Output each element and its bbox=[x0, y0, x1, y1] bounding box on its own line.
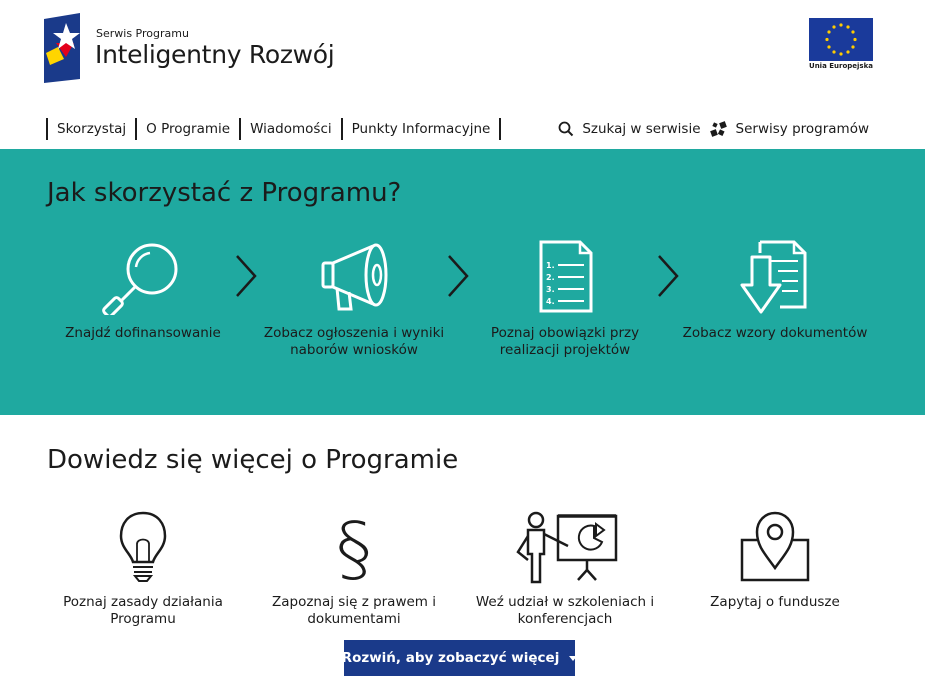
lightbulb-icon bbox=[103, 510, 183, 584]
item-label: Zapytaj o fundusze bbox=[710, 594, 840, 610]
program-services-label: Serwisy programów bbox=[735, 121, 869, 137]
step-find-funding[interactable] bbox=[43, 239, 243, 342]
map-pin-icon bbox=[735, 510, 815, 584]
learn-more-title: Dowiedz się więcej o Programie bbox=[47, 445, 459, 475]
item-label: Zapoznaj się z prawem i dokumentami bbox=[272, 594, 436, 627]
step-project-obligations[interactable] bbox=[465, 239, 665, 359]
item-ask-about-funds[interactable] bbox=[675, 510, 875, 611]
item-law-documents[interactable] bbox=[254, 510, 454, 628]
step-label: Zobacz ogłoszenia i wyniki naborów wniosków bbox=[263, 325, 445, 358]
eu-label: Unia Europejska bbox=[809, 62, 873, 70]
step-label: Zobacz wzory dokumentów bbox=[682, 325, 868, 341]
program-logo-icon bbox=[44, 13, 84, 83]
document-download-icon bbox=[730, 239, 820, 315]
step-label: Poznaj obowiązki przy realizacji projektów bbox=[490, 325, 640, 358]
nav-item-skorzystaj[interactable]: Skorzystaj bbox=[46, 118, 135, 140]
step-document-templates[interactable] bbox=[675, 239, 875, 342]
search-icon bbox=[558, 121, 574, 137]
puzzle-icon bbox=[710, 121, 728, 137]
main-nav bbox=[46, 118, 501, 140]
search-label: Szukaj w serwisie bbox=[582, 121, 701, 137]
logo-subtitle: Serwis Programu bbox=[96, 27, 189, 40]
step-label: Znajdź dofinansowanie bbox=[65, 325, 221, 341]
magnifier-icon bbox=[98, 239, 188, 315]
item-program-rules[interactable] bbox=[43, 510, 243, 628]
paragraph-icon bbox=[314, 510, 394, 584]
svg-text:2.: 2. bbox=[546, 273, 555, 282]
nav-item-punkty-informacyjne[interactable]: Punkty Informacyjne bbox=[341, 118, 500, 140]
megaphone-icon bbox=[309, 239, 399, 315]
checklist-document-icon bbox=[520, 239, 610, 315]
expand-more-label: Rozwiń, aby zobaczyć więcej bbox=[341, 650, 560, 666]
svg-text:3.: 3. bbox=[546, 285, 555, 294]
presentation-icon bbox=[510, 510, 620, 584]
how-to-title: Jak skorzystać z Programu? bbox=[47, 178, 402, 208]
search-link[interactable] bbox=[558, 121, 700, 137]
program-services-link[interactable] bbox=[710, 121, 869, 137]
program-logo-link[interactable] bbox=[44, 13, 344, 85]
item-trainings-conferences[interactable] bbox=[465, 510, 665, 628]
expand-more-button[interactable] bbox=[341, 640, 575, 676]
svg-text:1.: 1. bbox=[546, 261, 555, 270]
item-label: Weź udział w szkoleniach i konferencjach bbox=[475, 594, 655, 627]
header bbox=[0, 0, 925, 105]
nav-divider bbox=[499, 118, 501, 140]
caret-down-icon bbox=[569, 656, 577, 661]
header-tools bbox=[558, 118, 869, 140]
item-label: Poznaj zasady działania Programu bbox=[63, 594, 223, 627]
nav-item-o-programie[interactable]: O Programie bbox=[135, 118, 239, 140]
logo-title: Inteligentny Rozwój bbox=[95, 40, 335, 69]
nav-item-wiadomosci[interactable]: Wiadomości bbox=[239, 118, 341, 140]
step-calls-results[interactable] bbox=[254, 239, 454, 359]
eu-logo-link[interactable] bbox=[808, 18, 874, 74]
how-to-section bbox=[0, 149, 925, 415]
svg-text:4.: 4. bbox=[546, 297, 555, 306]
eu-flag-icon bbox=[809, 18, 873, 61]
svg-text:§: § bbox=[336, 510, 372, 584]
